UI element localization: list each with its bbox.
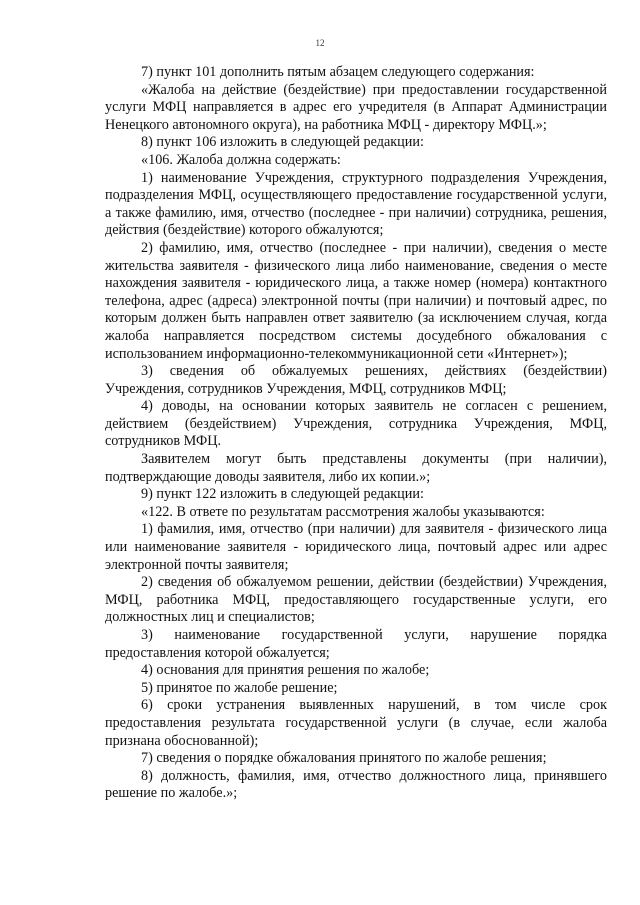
paragraph-122-8: 8) должность, фамилия, имя, отчество должностного лица, принявшего решение по жалобе.»; (105, 767, 607, 802)
paragraph-122-1: 1) фамилия, имя, отчество (при наличии) для заявителя - физического лица или наименование заявителя - юридического лица, почтовый адрес или адрес электронной почты заявителя; (105, 521, 607, 573)
paragraph-106-4: 4) доводы, на основании которых заявитель не согласен с решением, действием (бездействием) Учреждения, сотрудника Учреждения, МФЦ, сотрудников МФЦ. (105, 398, 607, 450)
paragraph-106-heading: «106. Жалоба должна содержать: (141, 151, 341, 168)
page-number: 12 (315, 38, 325, 48)
paragraph-122-7: 7) сведения о порядке обжалования принятого по жалобе решения; (141, 750, 547, 767)
paragraph-item-7: 7) пункт 101 дополнить пятым абзацем следующего содержания: (141, 64, 535, 80)
paragraph-122-4: 4) основания для принятия решения по жалобе; (141, 662, 430, 679)
paragraph-item-8: 8) пункт 106 изложить в следующей редакции: (141, 134, 424, 151)
paragraph-122-2: 2) сведения об обжалуемом решении, действии (бездействии) Учреждения, МФЦ, работника МФЦ, предоставляющего государственные услуги, его должностных лиц и специалистов; (105, 574, 607, 626)
paragraph-106-2: 2) фамилию, имя, отчество (последнее - при наличии), сведения о месте жительства заявителя - физического лица либо наименование, сведения о месте нахождения заявителя - юридического лица, а также номер (номера) контактного телефона, адрес (адреса) электронной почты (при наличии) и почтовый адрес, по которым должен быть направлен ответ заявителю (за исключением случая, когда жалоба направляется посредством системы досудебного обжалования с использованием информационно-телекоммуникационной сети «Интернет»); (105, 239, 607, 362)
paragraph-complaint-address: «Жалоба на действие (бездействие) при предоставлении государственной услуги МФЦ направляется в адрес его учредителя (в Аппарат Администрации Ненецкого автономного округа), на работника МФЦ - директору МФЦ.»; (105, 81, 607, 133)
paragraph-122-heading: «122. В ответе по результатам рассмотрения жалобы указываются: (141, 503, 545, 520)
paragraph-item-9: 9) пункт 122 изложить в следующей редакции: (141, 486, 424, 503)
paragraph-documents-note: Заявителем могут быть представлены документы (при наличии), подтверждающие доводы заявителя, либо их копии.»; (105, 451, 607, 485)
paragraph-122-6: 6) сроки устранения выявленных нарушений, в том числе срок предоставления результата государственной услуги (в случае, если жалоба признана обоснованной); (105, 697, 607, 749)
paragraph-106-1: 1) наименование Учреждения, структурного подразделения Учреждения, подразделения МФЦ, осуществляющего предоставление государственной услуги, а также фамилию, имя, отчество (последнее - при наличии) сотрудника, решения, действия (бездействие) которого обжалуются; (105, 169, 607, 239)
paragraph-106-3: 3) сведения об обжалуемых решениях, действиях (бездействии) Учреждения, сотрудников Учреждения, МФЦ, сотрудников МФЦ; (105, 363, 607, 397)
document-body (105, 64, 607, 803)
paragraph-122-3: 3) наименование государственной услуги, нарушение порядка предоставления которой обжалуется; (105, 627, 607, 661)
paragraph-122-5: 5) принятое по жалобе решение; (141, 679, 338, 696)
